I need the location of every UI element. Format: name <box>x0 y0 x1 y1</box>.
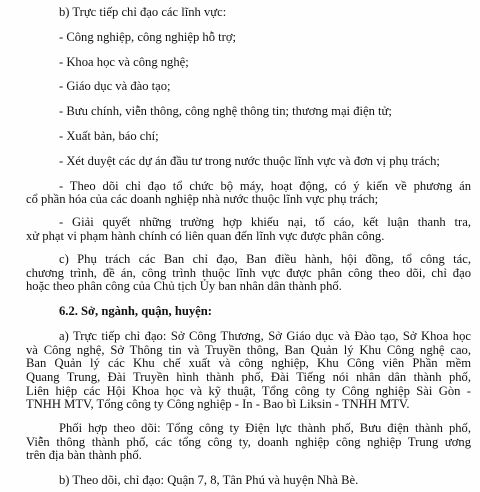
text-line-25: b) Theo dõi, chỉ đạo: Quận 7, 8, Tân Phú và huyện Nhà Bè. <box>59 473 359 488</box>
text-line-5: - Bưu chính, viễn thông, công nghệ thông tin; thương mại điện tử; <box>59 104 392 119</box>
text-line-7: - Xét duyệt các dự án đầu tư trong nước thuộc lĩnh vực và đơn vị phụ trách; <box>59 153 440 168</box>
text-line-9: cổ phần hóa của các doanh nghiệp nhà nước thuộc lĩnh vực phụ trách; <box>26 192 379 207</box>
text-line-3: - Khoa học và công nghệ; <box>59 54 189 69</box>
text-line-18: Ban Quản lý các Khu chế xuất và công nghiệp, Khu Công viên Phần mềm <box>26 356 471 371</box>
text-line-8: - Theo dõi chỉ đạo tổ chức bộ máy, hoạt động, có ý kiến về phương án <box>59 178 471 193</box>
text-line-17: và Công nghệ, Sở Thông tin và Truyền thông, Ban Quản lý Khu Công nghệ cao, <box>26 342 471 357</box>
text-line-2: - Công nghiệp, công nghiệp hỗ trợ; <box>59 29 237 44</box>
text-line-4: - Giáo dục và đào tạo; <box>59 79 171 94</box>
text-line-16: a) Trực tiếp chỉ đạo: Sở Công Thương, Sở Giáo dục và Đào tạo, Sở Khoa học <box>59 328 471 343</box>
text-line-11: xử phạt vi phạm hành chính có liên quan đến lĩnh vực được phân công. <box>26 228 385 243</box>
text-line-21: TNHH MTV, Tổng công ty Công nghiệp - In - Bao bì Liksin - TNHH MTV. <box>26 397 410 412</box>
text-line-12: c) Phụ trách các Ban chỉ đạo, Ban điều hành, hội đồng, tổ công tác, <box>59 251 471 266</box>
text-line-24: trên địa bàn thành phố. <box>26 448 142 463</box>
text-line-6: - Xuất bản, báo chí; <box>59 128 159 143</box>
text-line-22: Phối hợp theo dõi: Tổng công ty Điện lực thành phố, Bưu điện thành phố, <box>59 421 471 436</box>
text-line-1: b) Trực tiếp chỉ đạo các lĩnh vực: <box>59 5 227 20</box>
section-heading: 6.2. Sở, ngành, quận, huyện: <box>59 304 212 319</box>
text-line-19: Quang Trung, Đài Truyền hình thành phố, Đài Tiếng nói nhân dân thành phố, <box>26 369 471 384</box>
text-line-20: Liên hiệp các Hội Khoa học và kỹ thuật, Tổng công ty Công nghiệp Sài Gòn - <box>26 383 471 398</box>
text-line-13: chương trình, đề án, công trình thuộc lĩnh vực được phân công theo dõi, chỉ đạo <box>26 265 471 280</box>
text-line-23: Viễn thông thành phố, các tổng công ty, doanh nghiệp công nghiệp Trung ương <box>26 434 471 449</box>
text-line-10: - Giải quyết những trường hợp khiếu nại, tố cáo, kết luận thanh tra, <box>59 215 471 230</box>
text-line-14: hoặc theo phân công của Chủ tịch Ủy ban nhân dân thành phố. <box>26 279 342 294</box>
